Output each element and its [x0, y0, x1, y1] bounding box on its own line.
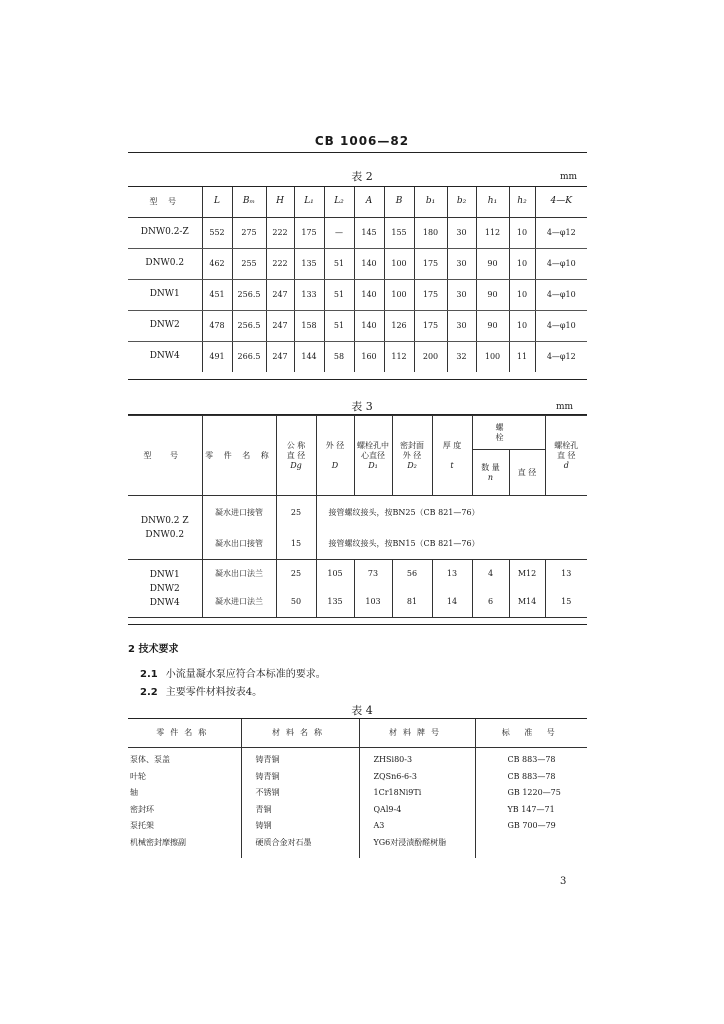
- table3-header-od: [316, 416, 354, 496]
- table2-header: b₁: [414, 187, 447, 217]
- table3-thickness: 13: [432, 560, 472, 588]
- table3-note: 接管螺纹接头，按BN15（CB 821—76）: [316, 530, 587, 560]
- table2-cell: 51: [324, 310, 354, 341]
- table3-part: 凝水进口法兰: [202, 588, 276, 618]
- table2-cell: 140: [354, 310, 384, 341]
- page-number: 3: [560, 876, 567, 887]
- table2-cell: —: [324, 217, 354, 248]
- table3-d2: 56: [392, 560, 432, 588]
- table2-cell: 247: [266, 341, 294, 372]
- table2-cell: 10: [509, 217, 535, 248]
- table2-cell: 4—φ12: [535, 341, 587, 372]
- table3-header-dn-symbol: Dg: [290, 460, 302, 470]
- table2-cell: 30: [447, 310, 476, 341]
- table4-material: 硬质合金对石墨: [255, 837, 312, 847]
- table2-cell: 275: [232, 217, 266, 248]
- table3-header-bolt-qty-symbol: n: [487, 472, 494, 482]
- table2-cell: 144: [294, 341, 324, 372]
- header-rule: [128, 152, 587, 153]
- table3-bottom-rule: [128, 624, 587, 625]
- table2-cell: 158: [294, 310, 324, 341]
- table2-cell: 175: [414, 279, 447, 310]
- table3-header-bolt-qty-line: 数 量: [481, 462, 500, 472]
- table2-cell: 160: [354, 341, 384, 372]
- table3-header-bolt-circle: [354, 416, 392, 496]
- table3-bolt-qty: 4: [472, 560, 509, 588]
- table2-header: B: [384, 187, 414, 217]
- table2-cell: 175: [294, 217, 324, 248]
- table4-material: 铸钢: [255, 821, 272, 830]
- table3-header-od-line: 外 径: [325, 440, 345, 450]
- table4-grade: ZQSn6-6-3: [373, 771, 417, 781]
- table2-row: [128, 248, 587, 279]
- requirement-number: 2.1: [140, 669, 158, 680]
- table2-cell: DNW0.2: [128, 248, 202, 279]
- table2-cell: 4—φ12: [535, 217, 587, 248]
- table4-standard: CB 883—78: [507, 755, 556, 764]
- table2-cell: 256.5: [232, 279, 266, 310]
- table2-cell: DNW4: [149, 351, 180, 362]
- table2-cell: 451: [202, 279, 232, 310]
- table3-row: [128, 496, 587, 530]
- table2-header: H: [266, 187, 294, 217]
- table2-cell: 247: [266, 310, 294, 341]
- table4-grade: QAl9-4: [373, 804, 402, 814]
- table3-header-bolt-circle-symbol: D₁: [368, 460, 378, 470]
- table4-caption: 表 4: [351, 704, 373, 717]
- table3-header-thickness-line: 厚 度: [442, 440, 462, 450]
- table3-header-bolt-circle-line: 螺栓孔中: [357, 440, 389, 450]
- table2-cell: 112: [476, 217, 509, 248]
- table3-row: [128, 560, 587, 588]
- table2-cell: 11: [509, 341, 535, 372]
- table2-cell: 10: [509, 279, 535, 310]
- table2-caption: 表 2: [351, 170, 373, 183]
- table4-grade: YG6对浸渍酚醛树脂: [373, 837, 447, 847]
- table2-cell: 10: [509, 310, 535, 341]
- table4-part: 泵体、泵盖: [130, 755, 170, 764]
- table2-cell: 100: [384, 248, 414, 279]
- table2-cell: 30: [447, 217, 476, 248]
- table2-header: b₂: [447, 187, 476, 217]
- requirement-item: [140, 683, 262, 698]
- table2-row: [128, 279, 587, 310]
- requirement-number: 2.2: [140, 687, 158, 698]
- table2-cell: 51: [324, 279, 354, 310]
- table2-cell: 90: [476, 279, 509, 310]
- table2-cell: 222: [266, 217, 294, 248]
- table3-header-bolt-circle-line: 心直径: [361, 450, 385, 460]
- table2-cell: DNW1: [128, 279, 202, 310]
- table3-unit: mm: [556, 402, 574, 412]
- table2-header: L: [202, 187, 232, 217]
- requirement-text: 主要零件材料按表4。: [165, 687, 263, 698]
- table4-part: 叶轮: [130, 771, 146, 781]
- table3-group2-models: [128, 560, 202, 618]
- table2-cell: 145: [354, 217, 384, 248]
- table3-header-dn-line: 公 称: [286, 440, 306, 450]
- table2-header: A: [354, 187, 384, 217]
- table2-cell: 30: [447, 248, 476, 279]
- table3-bolt-dia: M12: [509, 560, 545, 588]
- table3-dn: 15: [276, 530, 316, 560]
- table2-cell: 133: [294, 279, 324, 310]
- table2-cell: 140: [354, 248, 384, 279]
- table3-part: 凝水进口接管: [202, 496, 276, 530]
- table3-header-hole-line: 直 径: [556, 450, 576, 460]
- table2-header: L₁: [294, 187, 324, 217]
- table3-header-thickness: [432, 416, 472, 496]
- table2-cell: 266.5: [232, 341, 266, 372]
- table2-cell: 175: [414, 248, 447, 279]
- table3-model: DNW2: [149, 583, 180, 594]
- table3-header-seal-line: 外 径: [402, 450, 422, 460]
- table2-cell: DNW0.2-Z: [128, 217, 202, 248]
- table2-header-row: [128, 187, 587, 217]
- table2-cell: 30: [447, 279, 476, 310]
- table4-materials-column: [241, 748, 359, 858]
- table2: [128, 187, 587, 372]
- table4-header: 材料牌号: [359, 719, 475, 748]
- table4-standards-column: [475, 748, 587, 858]
- table2-header: h₂: [509, 187, 535, 217]
- table3-bolt-dia: M14: [509, 588, 545, 618]
- table2-header: 型 号: [128, 187, 202, 217]
- table4-part: 密封环: [130, 804, 154, 814]
- table2-cell: 90: [476, 310, 509, 341]
- table2-cell: 90: [476, 248, 509, 279]
- table3-header-row: [128, 416, 587, 450]
- table3-group1-models: [128, 496, 202, 560]
- table3-header-dn: [276, 416, 316, 496]
- table2-cell: 462: [202, 248, 232, 279]
- table2-bottom-rule: [128, 379, 587, 380]
- table3-header-bolt-qty: [472, 450, 509, 496]
- requirement-text: 小流量凝水泵应符合本标准的要求。: [165, 669, 326, 680]
- table3-header-seal-line: 密封面: [400, 440, 424, 450]
- table2-cell: 100: [384, 279, 414, 310]
- table2-cell: 552: [202, 217, 232, 248]
- table4-material: 铸青铜: [255, 755, 280, 764]
- table3-part: 凝水出口接管: [202, 530, 276, 560]
- table3-hole: 15: [545, 588, 587, 618]
- table2-cell: 222: [266, 248, 294, 279]
- table4-grade: ZHSi80-3: [373, 755, 413, 764]
- table2-cell: 135: [294, 248, 324, 279]
- table4-part: 轴: [130, 788, 138, 797]
- table3-model: DNW4: [149, 597, 180, 608]
- table3-header-od-symbol: D: [331, 460, 339, 470]
- table2-row: [128, 310, 587, 341]
- table3-header-seal: [392, 416, 432, 496]
- table2-cell: 51: [324, 248, 354, 279]
- table3-model: DNW1: [149, 569, 180, 580]
- table4-header: 材料名称: [241, 719, 359, 748]
- table3-part: 凝水出口法兰: [202, 560, 276, 588]
- table3-hole: 13: [545, 560, 587, 588]
- table2-cell: 478: [202, 310, 232, 341]
- table3-d1: 73: [354, 560, 392, 588]
- table4-header: 零件名称: [128, 719, 241, 748]
- table3-header-part: 零 件 名 称: [202, 416, 276, 496]
- table2-header: Bₘ: [232, 187, 266, 217]
- document-code: CB 1006—82: [314, 134, 410, 148]
- table2-cell: 175: [414, 310, 447, 341]
- table3-header-bolt: 螺 栓: [472, 416, 545, 450]
- table4-material: 不锈钢: [255, 788, 280, 797]
- table4-standard: CB 883—78: [507, 771, 556, 781]
- table2-cell: 112: [384, 341, 414, 372]
- table4-grade: 1Cr18Ni9Ti: [373, 788, 422, 797]
- table3-d2: 81: [392, 588, 432, 618]
- table4-part: 泵托架: [130, 821, 154, 830]
- table2-cell: 126: [384, 310, 414, 341]
- table3-caption: 表 3: [351, 400, 373, 413]
- table3-header-hole: [545, 416, 587, 496]
- table3-dn: 25: [276, 496, 316, 530]
- table3-header-hole-symbol: d: [563, 460, 569, 470]
- table2-cell: 256.5: [232, 310, 266, 341]
- table2-unit: mm: [560, 172, 578, 182]
- table2-header: L₂: [324, 187, 354, 217]
- table2-cell: 100: [476, 341, 509, 372]
- table3-model: DNW0.2: [145, 529, 185, 540]
- table2-row: [128, 341, 587, 372]
- table2-row: [128, 217, 587, 248]
- table4-header: 标 准 号: [475, 719, 587, 748]
- table2-cell: 491: [202, 341, 232, 372]
- table2-cell: 4—φ10: [535, 248, 587, 279]
- table2-cell: 155: [384, 217, 414, 248]
- table2-cell: 58: [324, 341, 354, 372]
- table4-header-row: [128, 719, 587, 748]
- table3-dn: 50: [276, 588, 316, 618]
- table2-cell: 10: [509, 248, 535, 279]
- table3-thickness: 14: [432, 588, 472, 618]
- table2-cell: 4—φ10: [535, 310, 587, 341]
- table3-header-dn-line: 直 径: [286, 450, 306, 460]
- section-title: 2 技术要求: [128, 644, 179, 655]
- table3-bolt-qty: 6: [472, 588, 509, 618]
- table2-cell: DNW2: [128, 310, 202, 341]
- table3-od: 135: [316, 588, 354, 618]
- table4-material: 青铜: [255, 804, 272, 814]
- table2-cell: 4—φ10: [535, 279, 587, 310]
- table4-standard: YB 147—71: [507, 804, 555, 814]
- requirement-item: [140, 665, 326, 680]
- table2-header: 4—K: [535, 187, 587, 217]
- table3-dn: 25: [276, 560, 316, 588]
- table2-cell: 180: [414, 217, 447, 248]
- table2-cell: 255: [232, 248, 266, 279]
- table2-cell: 32: [447, 341, 476, 372]
- table3-header-thickness-symbol: t: [450, 460, 454, 470]
- table4-grade: A3: [373, 821, 385, 830]
- table3-d1: 103: [354, 588, 392, 618]
- table3-header-model: 型 号: [128, 416, 202, 496]
- table3-note: 接管螺纹接头，按BN25（CB 821—76）: [316, 496, 587, 530]
- table4-grades-column: [359, 748, 475, 858]
- table4-part: 机械密封摩擦副: [130, 837, 186, 847]
- table4-body-row: [128, 748, 587, 858]
- table4: [128, 719, 587, 858]
- table3-od: 105: [316, 560, 354, 588]
- table2-cell: 200: [414, 341, 447, 372]
- table4-parts-column: [128, 748, 241, 858]
- table3-header-hole-line: 螺栓孔: [554, 440, 579, 450]
- table4-standard: GB 1220—75: [507, 788, 561, 797]
- table4-standard: GB 700—79: [507, 821, 556, 830]
- table2-cell: 140: [354, 279, 384, 310]
- table2-header: h₁: [476, 187, 509, 217]
- table3: [128, 415, 587, 618]
- table2-cell: 247: [266, 279, 294, 310]
- table4-material: 铸青铜: [255, 771, 280, 781]
- table3-header-bolt-dia: 直 径: [509, 450, 545, 496]
- table3-header-seal-symbol: D₂: [407, 460, 417, 470]
- table3-model: DNW0.2 Z: [140, 515, 189, 526]
